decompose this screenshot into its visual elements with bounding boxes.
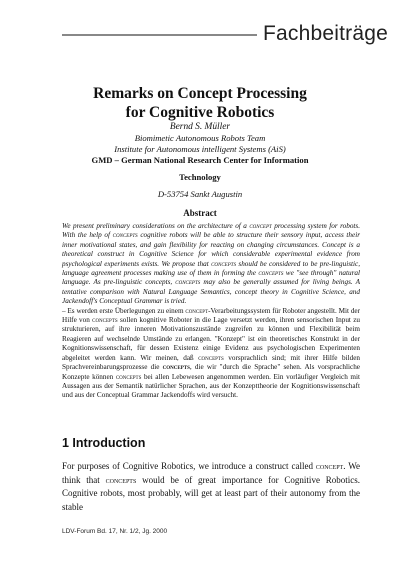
abstract-body: [62, 222, 360, 401]
author-team: Biomimetic Autonomous Robots Team: [134, 133, 266, 143]
introduction-paragraph: For purposes of Cognitive Robotics, we introduce a construct called concept. We think that concepts would be of great importance for Cognitive Robotics. Cognitive robots, most probably, will get at least part of their autonomy from the stable: [62, 461, 360, 512]
footer-citation: LDV-Forum Bd. 17, Nr. 1/2, Jg. 2000: [62, 528, 168, 535]
abstract-heading: Abstract: [183, 208, 217, 218]
paper-title: [52, 84, 348, 122]
author-center-2: Technology: [179, 172, 221, 182]
abstract-english: We present preliminary considerations on the architecture of a concept processing system for robots. With the help of concepts cognitive robots will be able to structure their sensory input, access their inner motivational states, and gain flexibility for reacting on changing circumstances. Concept is a theoretical construct in Cognitive Science for which considerable experimental evidence from psychological experiments exists. We propose that concepts should be considered to be pre-linguistic, language agreement processes making use of them in forming the concepts we "see through" natural language. As pre-linguistic concepts, concepts may also be generally assumed for living beings. A tentative comparison with Natural Language Semantics, concept theory in Cognitive Science, and Jackendoff's Conceptual Grammar is tried.: [62, 222, 361, 306]
author-block: [52, 122, 348, 200]
title-line-2: for Cognitive Robotics: [125, 104, 275, 121]
author-name: Bernd S. Müller: [169, 122, 231, 132]
title-line-1: Remarks on Concept Processing: [93, 85, 307, 102]
author-institute: Institute for Autonomous intelligent Systems (AiS): [114, 144, 286, 154]
abstract-german: – Es werden erste Überlegungen zu einem concept-Verarbeitungssystem für Roboter angestellt. Mit der Hilfe von concepts sollen kognitive Roboter in die Lage versetzt werden, ihren sensorischen Input zu strukturieren, auf ihre inneren Motivationszustände zugreifen zu können und Flexibilität beim Reagieren auf wechselnde Umstände zu erlangen. "Konzept" ist ein theoretisches Konstrukt in der Kognitionswissenschaft, für dessen Existenz einige Evidenz aus psychologischen Experimenten abgeleitet werden kann. Wir meinen, daß concepts vorsprachlich sind; mit ihrer Hilfe bilden Sprachvereinbarungsprozesse die concepts, die wir "durch die Sprache" sehen. Als vorsprachliche Konzepte können concepts bei allen Lebewesen angenommen werden. Ein vorläufiger Vergleich mit Aussagen aus der Semantik natürlicher Sprachen, aus der Konzepttheorie der Kognitionswissenschaft und aus der Conceptual Grammar Jackendoffs wird versucht.: [62, 306, 360, 400]
author-address: D-53754 Sankt Augustin: [157, 189, 243, 199]
section-heading-introduction: 1 Introduction: [62, 436, 146, 450]
author-center: GMD – German National Research Center for Information: [91, 155, 309, 165]
section-tag: Fachbeiträge: [257, 22, 388, 46]
